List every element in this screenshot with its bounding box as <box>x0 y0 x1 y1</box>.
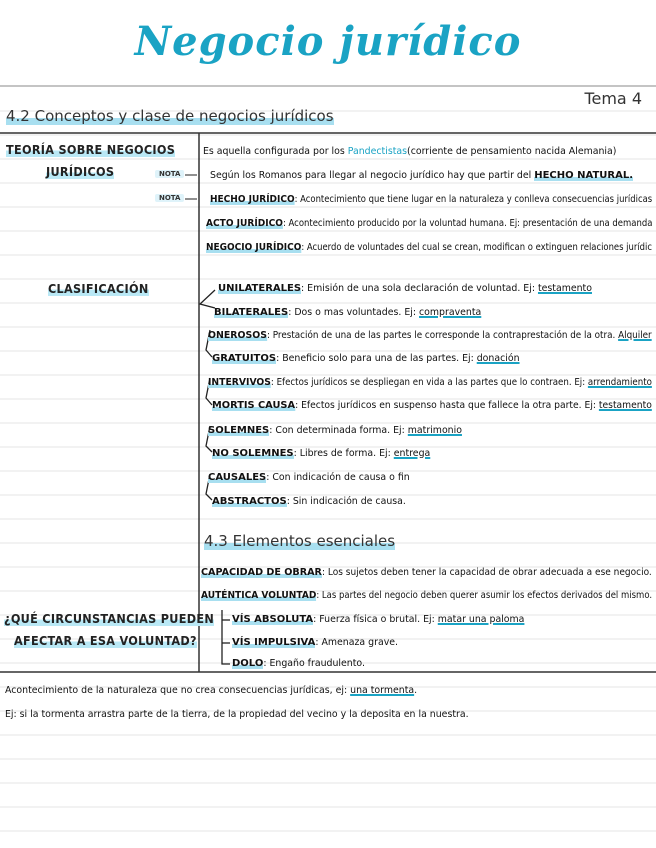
clasificacion-item: MORTIS CAUSA: Efectos jurídicos en suspenso hasta que fallece la otra parte. Ej: testamento <box>212 400 652 411</box>
vis-absoluta: VÍS ABSOLUTA: Fuerza física o brutal. Ej: matar una paloma <box>232 614 525 625</box>
left-heading-teoria-1: TEORÍA SOBRE NEGOCIOS <box>6 142 176 157</box>
nota-badge: NOTA <box>155 194 184 202</box>
clasificacion-item: NO SOLEMNES: Libres de forma. Ej: entrega <box>212 448 431 459</box>
vis-impulsiva: VÍS IMPULSIVA: Amenaza grave. <box>232 637 398 648</box>
topic-label: Tema 4 <box>584 89 642 108</box>
section-heading-4-3: 4.3 Elementos esenciales <box>204 532 396 550</box>
nota-romanos: Según los Romanos para llegar al negocio jurídico hay que partir del HECHO NATURAL. <box>210 170 634 181</box>
hecho-juridico: HECHO JURÍDICO: Acontecimiento que tiene lugar en la naturaleza y conlleva consecuencias jurídicas <box>210 194 653 205</box>
clasificacion-item: GRATUITOS: Beneficio solo para una de las partes. Ej: donación <box>212 353 520 364</box>
clasificacion-item: SOLEMNES: Con determinada forma. Ej: matrimonio <box>208 425 462 436</box>
left-heading-clasificacion: CLASIFICACIÓN <box>48 281 149 296</box>
section-heading-4-2: 4.2 Conceptos y clase de negocios jurídicos <box>6 107 334 125</box>
clasificacion-item: ABSTRACTOS: Sin indicación de causa. <box>212 496 406 507</box>
negocio-juridico: NEGOCIO JURÍDICO: Acuerdo de voluntades del cual se crean, modifican o extinguen relaciones jurídic <box>206 242 653 253</box>
left-question-1: ¿QUÉ CIRCUNSTANCIAS PUEDEN <box>4 611 215 626</box>
dolo: DOLO: Engaño fraudulento. <box>232 658 365 669</box>
left-heading-teoria-2: JURÍDICOS <box>46 164 115 179</box>
footer-note-1: Acontecimiento de la naturaleza que no crea consecuencias jurídicas, ej: una tormenta. <box>5 685 418 696</box>
autentica-voluntad: AUTÉNTICA VOLUNTAD: Las partes del negocio deben querer asumir los efectos derivados del mismo. <box>201 590 653 601</box>
teoria-intro: Es aquella configurada por los Pandectistas(corriente de pensamiento nacida Alemania) <box>203 146 617 157</box>
clasificacion-item: BILATERALES: Dos o mas voluntades. Ej: compraventa <box>214 307 482 318</box>
capacidad-de-obrar: CAPACIDAD DE OBRAR: Los sujetos deben tener la capacidad de obrar adecuada a ese negocio. <box>201 567 652 578</box>
page-title: Negocio jurídico <box>134 18 522 65</box>
clasificacion-item: ONEROSOS: Prestación de una de las partes le corresponde la contraprestación de la otra. Alquiler <box>208 330 652 341</box>
acto-juridico: ACTO JURÍDICO: Acontecimiento producido por la voluntad humana. Ej: presentación de una demanda <box>206 218 653 229</box>
clasificacion-item: CAUSALES: Con indicación de causa o fin <box>208 472 410 483</box>
footer-note-2: Ej: si la tormenta arrastra parte de la tierra, de la propiedad del vecino y la deposita en la nuestra. <box>5 709 469 720</box>
clasificacion-item: INTERVIVOS: Efectos jurídicos se despliegan en vida a las partes que lo contraen. Ej: arrendamiento <box>208 377 652 388</box>
clasificacion-item: UNILATERALES: Emisión de una sola declaración de voluntad. Ej: testamento <box>218 283 592 294</box>
nota-badge: NOTA <box>155 170 184 178</box>
left-question-2: AFECTAR A ESA VOLUNTAD? <box>14 633 197 648</box>
